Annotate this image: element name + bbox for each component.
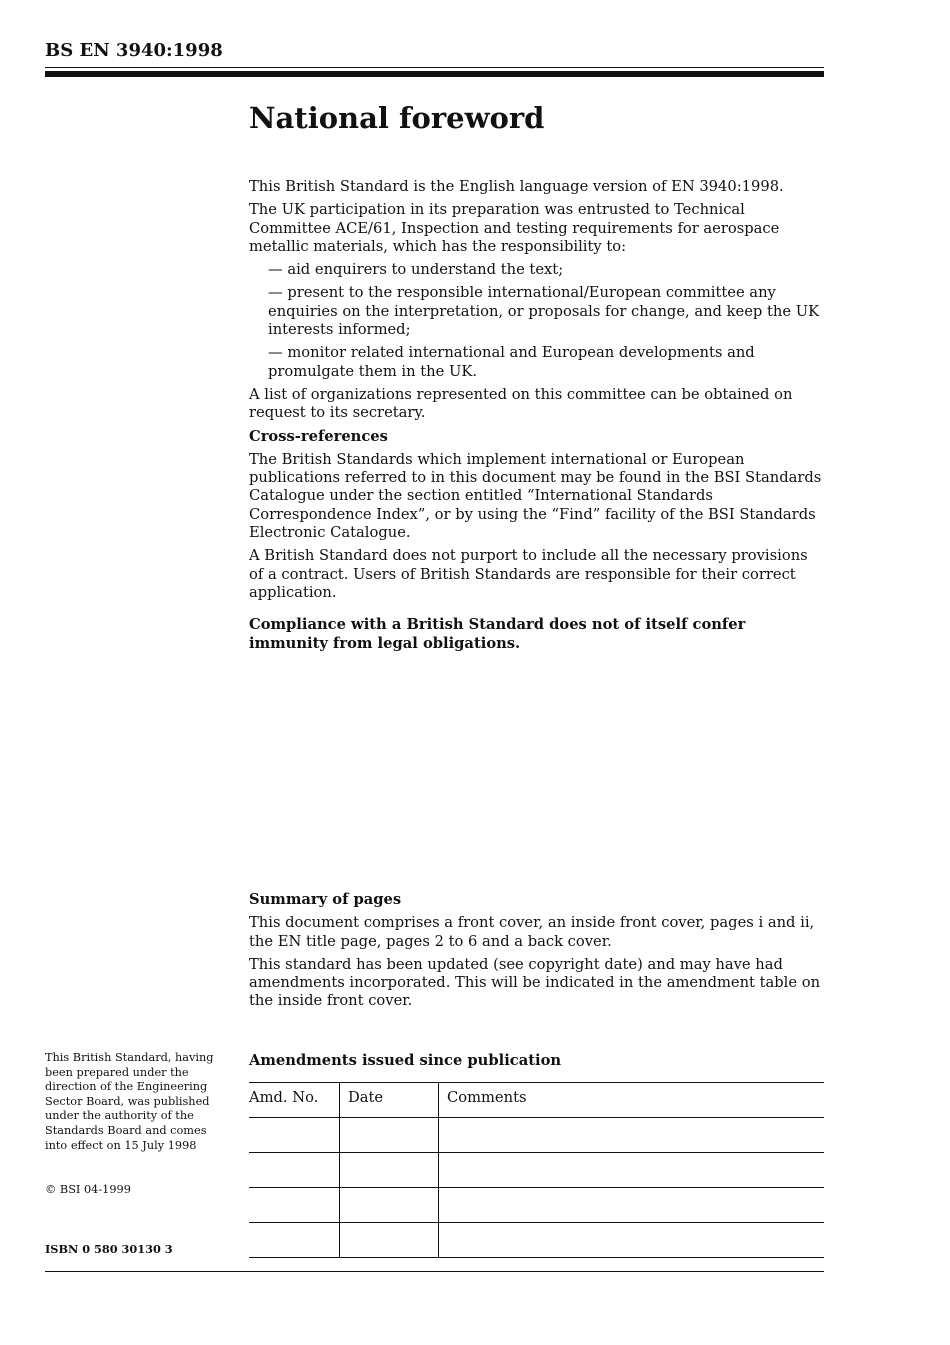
column-header-date: Date [340, 1083, 439, 1118]
foreword-body [249, 178, 825, 658]
amendments-table [249, 1082, 824, 1258]
compliance-statement: Compliance with a British Standard does not of itself confer immunity from legal obligations. [249, 616, 746, 652]
header-thick-rule [45, 71, 824, 77]
table-row [249, 1188, 824, 1223]
table-cell [340, 1223, 439, 1258]
table-cell [439, 1223, 825, 1258]
document-id: BS EN 3940:1998 [45, 40, 223, 61]
responsibility-item: — monitor related international and European developments and promulgate them in the UK. [268, 344, 755, 380]
table-cell [439, 1153, 825, 1188]
update-paragraph: This standard has been updated (see copyright date) and may have had amendments incorporated. This will be indicated in the amendment table on the inside front cover. [249, 955, 821, 1010]
responsibility-item: — present to the responsible international/European committee any enquiries on the interpretation, or proposals for change, and keep the UK interests informed; [268, 284, 820, 339]
summary-section [249, 891, 825, 1016]
publication-note: This British Standard, having been prepared under the direction of the Engineering Sector Board, was published under the authority of the Standards Board and comes into effect on 15 July 1998 [45, 1051, 214, 1152]
page-title: National foreword [249, 101, 545, 135]
table-cell [249, 1188, 340, 1223]
header-thin-rule [45, 67, 824, 68]
column-header-amd-no: Amd. No. [249, 1083, 340, 1118]
table-row [249, 1118, 824, 1153]
table-cell [249, 1223, 340, 1258]
isbn: ISBN 0 580 30130 3 [45, 1242, 173, 1256]
table-row [249, 1153, 824, 1188]
cross-references-paragraph: The British Standards which implement international or European publications referred to in this document may be found in the BSI Standards Catalogue under the section entitled “International Standards Correspondence Index”, or by using the “Find” facility of the BSI Standards Electronic Catalogue. [249, 450, 822, 542]
committee-paragraph: The UK participation in its preparation was entrusted to Technical Committee ACE/61, Inspection and testing requirements for aerospace metallic materials, which has the responsibility to: [249, 201, 780, 255]
column-header-comments: Comments [439, 1083, 825, 1118]
table-cell [340, 1188, 439, 1223]
table-cell [340, 1118, 439, 1153]
table-cell [439, 1118, 825, 1153]
responsibility-item: — aid enquirers to understand the text; [268, 261, 564, 279]
table-cell [340, 1153, 439, 1188]
table-cell [439, 1188, 825, 1223]
summary-paragraph: This document comprises a front cover, an inside front cover, pages i and ii, the EN title page, pages 2 to 6 and a back cover. [249, 914, 815, 950]
provisions-paragraph: A British Standard does not purport to include all the necessary provisions of a contract. Users of British Standards are responsible for their correct application. [249, 547, 808, 601]
footer-rule [45, 1271, 824, 1272]
amendments-title: Amendments issued since publication [249, 1052, 562, 1069]
copyright-notice: © BSI 04-1999 [45, 1183, 131, 1196]
table-cell [249, 1118, 340, 1153]
organizations-paragraph: A list of organizations represented on this committee can be obtained on request to its secretary. [249, 385, 793, 422]
summary-heading: Summary of pages [249, 891, 402, 908]
table-header-row [249, 1083, 824, 1118]
table-row [249, 1223, 824, 1258]
cross-references-heading: Cross-references [249, 427, 388, 445]
intro-paragraph: This British Standard is the English language version of EN 3940:1998. [249, 178, 784, 195]
table-cell [249, 1153, 340, 1188]
